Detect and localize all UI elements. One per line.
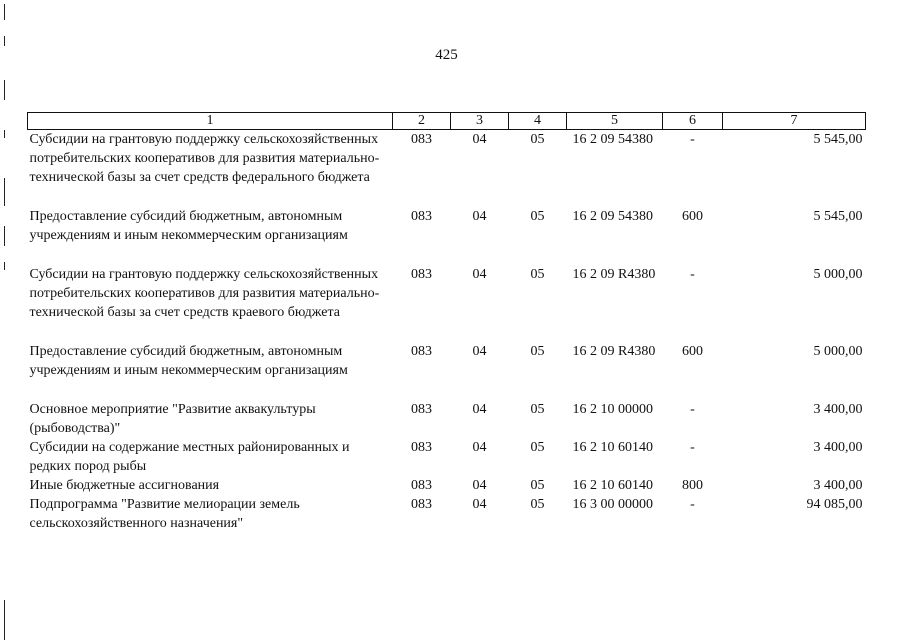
row-name: Предоставление субсидий бюджетным, автономным учреждениям и иным некоммерческим организациям: [29, 344, 348, 378]
row-name: Иные бюджетные ассигнования: [29, 478, 220, 493]
scan-margin-mark: [4, 178, 5, 206]
cell-ministry-code: 083: [411, 497, 432, 512]
cell-section: 04: [472, 344, 487, 359]
cell-target-article: 16 2 09 54380: [572, 132, 653, 147]
column-header: 4: [509, 113, 567, 130]
cell-section: 04: [472, 497, 487, 512]
budget-table: [27, 112, 865, 533]
cell-subsection: 05: [530, 209, 545, 224]
cell-target-article: 16 2 09 R4380: [572, 344, 656, 359]
row-name: Основное мероприятие "Развитие аквакультуры (рыбоводства)": [29, 402, 316, 436]
cell-target-article: 16 2 09 R4380: [572, 267, 656, 282]
cell-amount: 3 400,00: [813, 402, 863, 417]
table-row: [28, 130, 866, 208]
cell-target-article: 16 3 00 00000: [572, 497, 653, 512]
table-row: [28, 476, 866, 495]
column-header: 1: [28, 113, 393, 130]
cell-subsection: 05: [530, 132, 545, 147]
row-name: Субсидии на содержание местных районированных и редких пород рыбы: [29, 440, 350, 474]
cell-section: 04: [472, 478, 487, 493]
scan-margin-mark: [4, 226, 5, 246]
cell-subsection: 05: [530, 497, 545, 512]
cell-amount: 5 545,00: [813, 132, 863, 147]
table-row: [28, 265, 866, 342]
column-header: 6: [663, 113, 723, 130]
cell-amount: 3 400,00: [813, 478, 863, 493]
table-row: [28, 207, 866, 265]
cell-expense-type: 600: [682, 209, 703, 224]
cell-section: 04: [472, 440, 487, 455]
table-row: [28, 342, 866, 400]
cell-expense-type: -: [690, 267, 695, 282]
column-header: 2: [393, 113, 451, 130]
cell-target-article: 16 2 10 60140: [572, 478, 653, 493]
column-header: 7: [723, 113, 866, 130]
cell-expense-type: -: [690, 497, 695, 512]
row-name: Субсидии на грантовую поддержку сельскохозяйственных потребительских кооперативов для развития материально-технической базы за счет средств краевого бюджета: [29, 267, 380, 320]
cell-amount: 94 085,00: [806, 497, 863, 512]
scan-margin-mark: [4, 80, 5, 100]
table-row: [28, 438, 866, 476]
cell-ministry-code: 083: [411, 478, 432, 493]
cell-section: 04: [472, 402, 487, 417]
cell-ministry-code: 083: [411, 209, 432, 224]
cell-amount: 5 000,00: [813, 267, 863, 282]
cell-ministry-code: 083: [411, 344, 432, 359]
cell-amount: 3 400,00: [813, 440, 863, 455]
cell-expense-type: -: [690, 402, 695, 417]
cell-ministry-code: 083: [411, 132, 432, 147]
row-name: Подпрограмма "Развитие мелиорации земель сельскохозяйственного назначения": [29, 497, 300, 531]
table-row: [28, 400, 866, 438]
cell-subsection: 05: [530, 478, 545, 493]
cell-expense-type: 600: [682, 344, 703, 359]
cell-expense-type: -: [690, 132, 695, 147]
scan-margin-mark: [4, 4, 5, 20]
cell-amount: 5 000,00: [813, 344, 863, 359]
scan-margin-mark: [4, 262, 5, 270]
cell-section: 04: [472, 267, 487, 282]
table-header-row: [28, 113, 866, 130]
row-name: Предоставление субсидий бюджетным, автономным учреждениям и иным некоммерческим организациям: [29, 209, 348, 243]
cell-subsection: 05: [530, 402, 545, 417]
column-header: 5: [567, 113, 663, 130]
page-number: 425: [435, 47, 458, 63]
cell-ministry-code: 083: [411, 440, 432, 455]
column-header: 3: [451, 113, 509, 130]
cell-amount: 5 545,00: [813, 209, 863, 224]
cell-ministry-code: 083: [411, 402, 432, 417]
scan-margin-mark: [4, 36, 5, 46]
scan-margin-mark: [4, 600, 5, 640]
cell-target-article: 16 2 10 60140: [572, 440, 653, 455]
cell-section: 04: [472, 209, 487, 224]
cell-target-article: 16 2 09 54380: [572, 209, 653, 224]
cell-section: 04: [472, 132, 487, 147]
cell-ministry-code: 083: [411, 267, 432, 282]
scan-margin-mark: [4, 130, 5, 138]
cell-target-article: 16 2 10 00000: [572, 402, 653, 417]
table-row: [28, 495, 866, 533]
cell-expense-type: 800: [682, 478, 703, 493]
cell-expense-type: -: [690, 440, 695, 455]
cell-subsection: 05: [530, 440, 545, 455]
row-name: Субсидии на грантовую поддержку сельскохозяйственных потребительских кооперативов для развития материально-технической базы за счет средств федерального бюджета: [29, 132, 380, 185]
cell-subsection: 05: [530, 344, 545, 359]
cell-subsection: 05: [530, 267, 545, 282]
